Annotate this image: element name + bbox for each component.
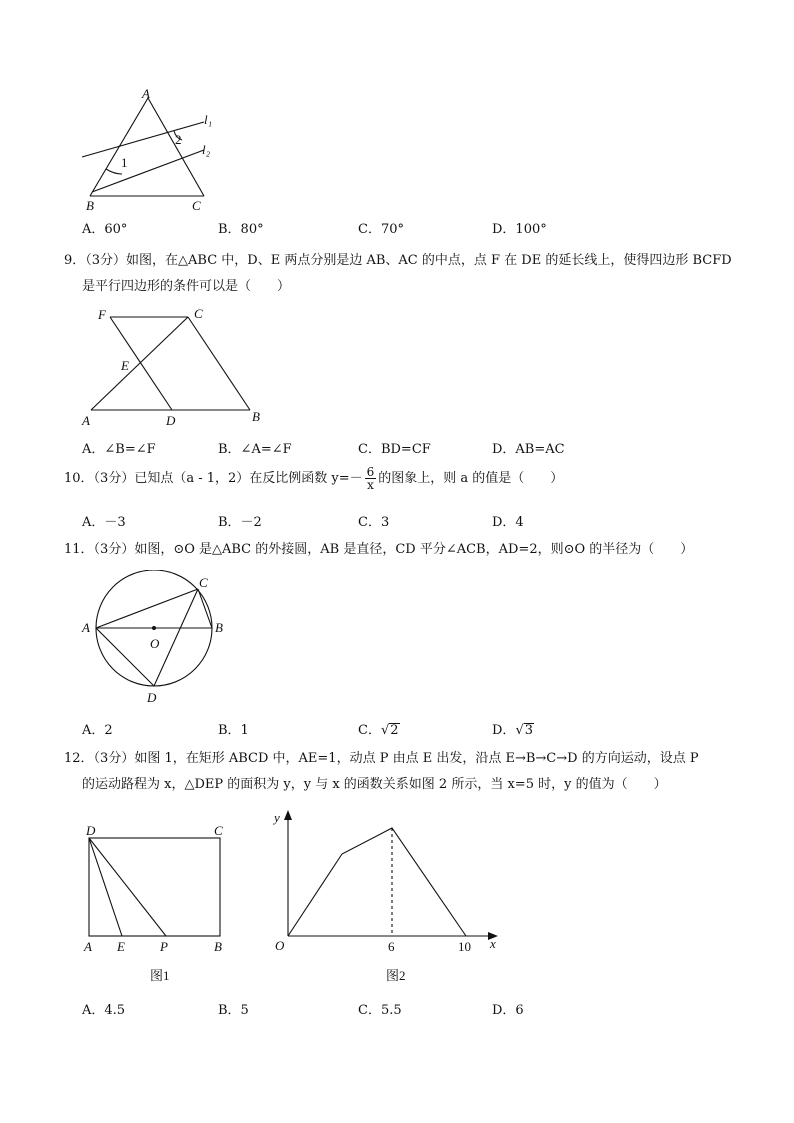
q9-label-a: A — [82, 413, 90, 428]
q9-stem-line1: 9．（3分）如图，在△ABC 中，D、E 两点分别是边 AB、AC 的中点，点 F 在 DE 的延长线上，使得四边形 BCFD — [64, 253, 732, 268]
q12-stem — [64, 746, 744, 798]
q12-fig1-label-b: B — [214, 939, 222, 954]
q10-option-a[interactable]: A．－3 — [82, 515, 126, 530]
q12-fig2-label-x: x — [490, 936, 496, 951]
q12-segment-de — [89, 838, 122, 936]
q8-option-d[interactable]: D．100° — [492, 222, 547, 237]
q8-option-b[interactable]: B．80° — [218, 222, 264, 237]
q9-label-e: E — [121, 358, 129, 373]
q11-option-d[interactable] — [492, 719, 534, 738]
q8-figure — [78, 86, 228, 214]
q12-option-b[interactable]: B．5 — [218, 1003, 249, 1018]
q8-label-l2: l₂ — [202, 142, 211, 157]
q11-label-o: O — [150, 636, 160, 651]
q8-label-l1: l₁ — [204, 112, 213, 127]
q9-label-d: D — [166, 413, 176, 428]
q12-option-a[interactable]: A．4.5 — [82, 1003, 126, 1018]
q8-label-c: C — [192, 198, 201, 213]
q11-label-b: B — [215, 620, 223, 635]
q12-fig2-label-origin: O — [275, 938, 285, 953]
q8-option-a[interactable]: A．60° — [82, 222, 128, 237]
q8-option-c[interactable]: C．70° — [358, 222, 404, 237]
q12-fig1-label-e: E — [117, 939, 125, 954]
q12-fig1-label-c: C — [214, 823, 223, 838]
q11-option-c-prefix: C． — [358, 723, 381, 738]
q10-stem — [64, 466, 744, 492]
q11-label-a: A — [82, 620, 90, 635]
q12-fig2-tick-10: 10 — [458, 939, 471, 954]
q10-stem-prefix: 10．（3分）已知点（a - 1，2）在反比例函数 y=－ — [64, 471, 363, 486]
q9-option-a[interactable]: A．∠B=∠F — [82, 442, 156, 457]
q11-stem: 11．（3分）如图，⊙O 是△ABC 的外接圆，AB 是直径，CD 平分∠ACB，AD=2，则⊙O 的半径为（ ） — [64, 542, 694, 557]
q12-fig2-caption: 图2 — [386, 968, 406, 983]
q9-segment-fd — [110, 317, 172, 410]
q11-option-a[interactable]: A．2 — [82, 723, 113, 738]
q9-label-b: B — [252, 409, 260, 424]
q9-stem-line2: 是平行四边形的条件可以是（ ） — [82, 279, 291, 294]
q8-label-angle-2: 2 — [175, 132, 182, 147]
q12-fig2-label-y: y — [274, 810, 280, 825]
q11-option-d-prefix: D． — [492, 723, 516, 738]
q10-option-c[interactable]: C．3 — [358, 515, 390, 530]
q9-stem — [64, 248, 744, 300]
q11-chord-cb — [198, 589, 212, 628]
q12-fig1-label-a: A — [84, 939, 92, 954]
q12-fig2-y-arrow-icon — [284, 810, 292, 820]
q9-option-b[interactable]: B．∠A=∠F — [218, 442, 292, 457]
q11-center-dot — [152, 626, 156, 630]
q9-segment-ac — [91, 317, 188, 410]
q12-figure-1 — [80, 820, 236, 990]
q11-figure — [78, 570, 238, 706]
q12-fig2-tick-6: 6 — [388, 939, 395, 954]
q11-option-d-radicand: 3 — [524, 723, 534, 738]
q9-label-f: F — [98, 307, 106, 322]
q12-option-c[interactable]: C．5.5 — [358, 1003, 402, 1018]
q10-fraction — [365, 466, 377, 491]
q9-segment-cb — [188, 317, 250, 410]
q12-stem-line2: 的运动路程为 x，△DEP 的面积为 y，y 与 x 的函数关系如图 2 所示，当 x=5 时，y 的值为（ ） — [82, 777, 667, 792]
q12-fig1-caption: 图1 — [150, 968, 170, 983]
q10-fraction-denominator: x — [367, 478, 374, 492]
q10-option-b[interactable]: B．－2 — [218, 515, 262, 530]
q8-angle-1 — [106, 169, 122, 174]
q8-label-b: B — [86, 198, 94, 213]
q11-option-c-radicand: 2 — [390, 723, 399, 738]
q12-fig2-graph-line — [288, 828, 466, 936]
q8-label-angle-1: 1 — [121, 155, 128, 170]
q10-stem-suffix: 的图象上，则 a 的值是（ ） — [378, 471, 564, 486]
q12-stem-line1: 12．（3分）如图 1，在矩形 ABCD 中，AE=1，动点 P 由点 E 出发，沿点 E→B→C→D 的方向运动，设点 P — [64, 751, 699, 766]
q12-fig1-label-d: D — [86, 823, 96, 838]
q9-figure — [78, 304, 274, 428]
radical-sign-icon: √ — [515, 723, 524, 738]
q12-fig1-label-p: P — [160, 939, 168, 954]
radical-sign-icon: √ — [380, 723, 390, 738]
q10-option-d[interactable]: D．4 — [492, 515, 524, 530]
q8-line-l1 — [82, 122, 204, 157]
q11-chord-ad — [96, 628, 154, 686]
q8-side-ac — [148, 98, 204, 196]
q12-figure-2 — [268, 808, 504, 990]
q11-label-c: C — [199, 575, 208, 590]
q9-label-c: C — [194, 306, 203, 321]
q11-option-c[interactable] — [358, 719, 400, 738]
q11-label-d: D — [147, 690, 157, 705]
q12-option-d[interactable]: D．6 — [492, 1003, 524, 1018]
q11-option-b[interactable]: B．1 — [218, 723, 249, 738]
q9-option-c[interactable]: C．BD=CF — [358, 442, 431, 457]
q9-option-d[interactable]: D．AB=AC — [492, 442, 565, 457]
q8-label-a: A — [142, 86, 150, 101]
q12-segment-dp — [89, 838, 166, 936]
q10-fraction-numerator: 6 — [366, 465, 375, 479]
